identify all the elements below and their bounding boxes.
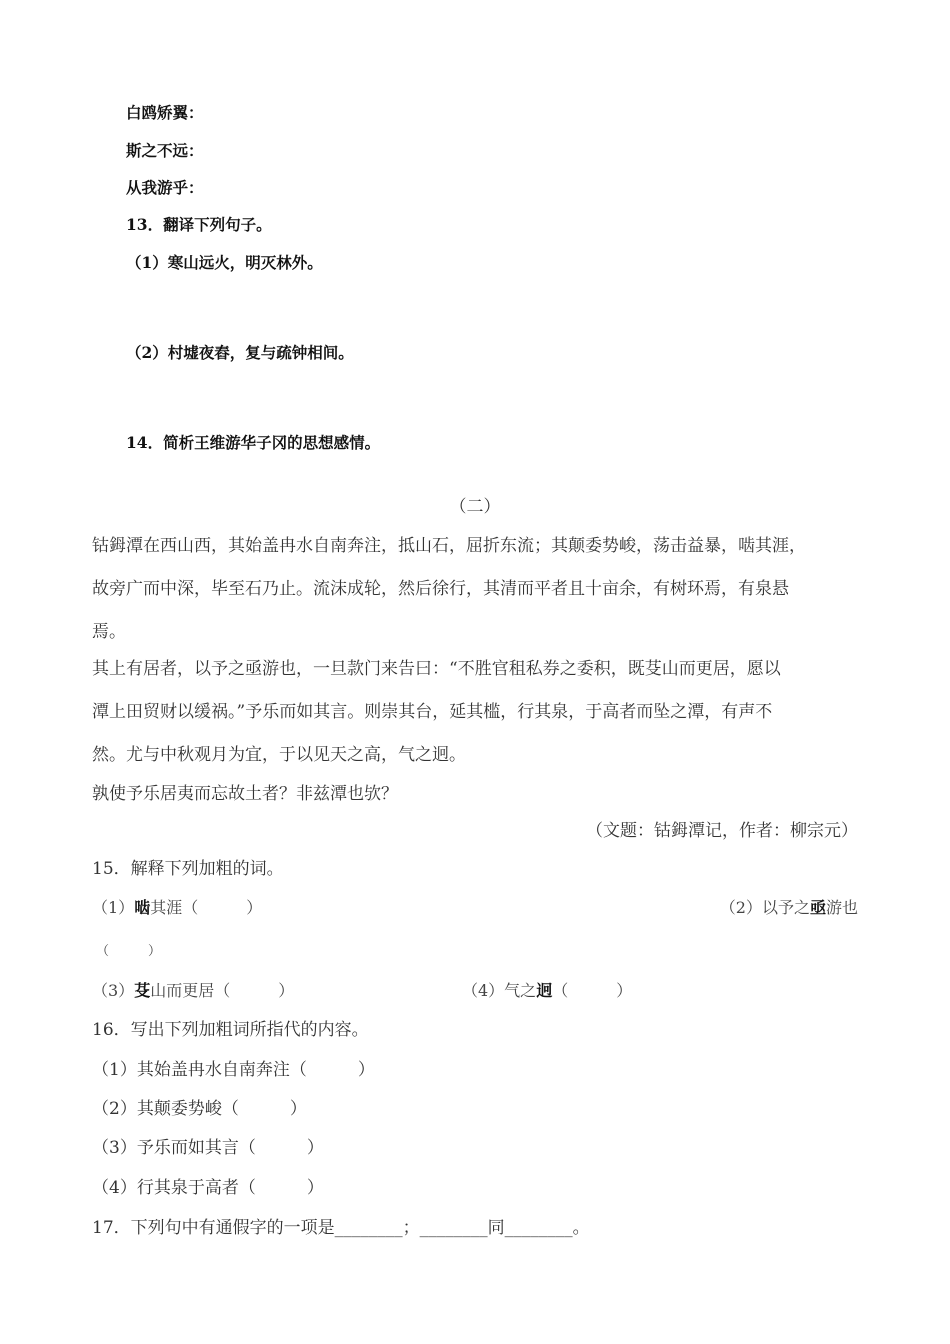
question-15-item-1: （1）啮其涯（ ）	[92, 898, 263, 917]
question-16-item-4: （4）行其泉于高者（ ）	[92, 1178, 324, 1198]
passage-line-6: 然。尤与中秋观月为宜，于以见天之高，气之迥。	[92, 745, 466, 765]
question-16-item-2: （2）其颠委势峻（ ）	[92, 1099, 307, 1119]
bold-word-nie: 啮	[134, 898, 151, 917]
bold-word-shan: 芟	[134, 981, 151, 1000]
passage-line-5: 潭上田贸财以缓祸。”予乐而如其言。则崇其台，延其槛，行其泉，于高者而坠之潭，有声不	[92, 702, 773, 722]
passage-line-3: 焉。	[92, 622, 126, 642]
explain-word-2: 斯之不远：	[126, 141, 204, 160]
passage-line-4: 其上有居者，以予之亟游也，一旦款门来告曰：“不胜官租私券之委积，既芟山而更居，愿以	[92, 659, 781, 679]
question-15-item-3: （3）芟山而更居（ ）	[92, 981, 295, 1000]
bold-word-qi: 亟	[809, 898, 826, 917]
passage-line-7: 孰使予乐居夷而忘故土者？非兹潭也欤？	[92, 784, 398, 804]
question-15-item-2: （2）以予之亟游也	[719, 898, 858, 917]
explain-word-1: 白鸥矫翼：	[126, 103, 204, 122]
question-13-item-2: （2）村墟夜舂，复与疏钟相间。	[126, 343, 354, 362]
question-17-title: 17．下列句中有通假字的一项是________；________同________。	[92, 1218, 590, 1238]
explain-word-3: 从我游乎：	[126, 178, 204, 197]
question-16-title: 16．写出下列加粗词所指代的内容。	[92, 1020, 369, 1040]
question-15-title: 15．解释下列加粗的词。	[92, 859, 284, 879]
question-13-title: 13．翻译下列句子。	[126, 215, 272, 234]
question-14-title: 14．简析王维游华子冈的思想感情。	[126, 433, 381, 452]
passage-source: （文题：钴鉧潭记，作者：柳宗元）	[586, 821, 858, 841]
passage-line-2: 故旁广而中深，毕至石乃止。流沫成轮，然后徐行，其清而平者且十亩余，有树环焉，有泉悬	[92, 579, 789, 599]
question-15-item-2-blank: （ ）	[96, 944, 162, 959]
passage-line-1: 钴鉧潭在西山西，其始盖冉水自南奔注，抵山石，屈折东流；其颠委势峻，荡击益暴，啮其涯，	[92, 536, 806, 556]
question-15-item-4: （4）气之迥（ ）	[462, 981, 633, 1000]
section-two-heading: （二）	[449, 497, 501, 517]
question-13-item-1: （1）寒山远火，明灭林外。	[126, 253, 323, 272]
question-16-item-1: （1）其始盖冉水自南奔注（ ）	[92, 1060, 375, 1080]
bold-word-jiong: 迥	[536, 981, 553, 1000]
question-16-item-3: （3）予乐而如其言（ ）	[92, 1138, 324, 1158]
